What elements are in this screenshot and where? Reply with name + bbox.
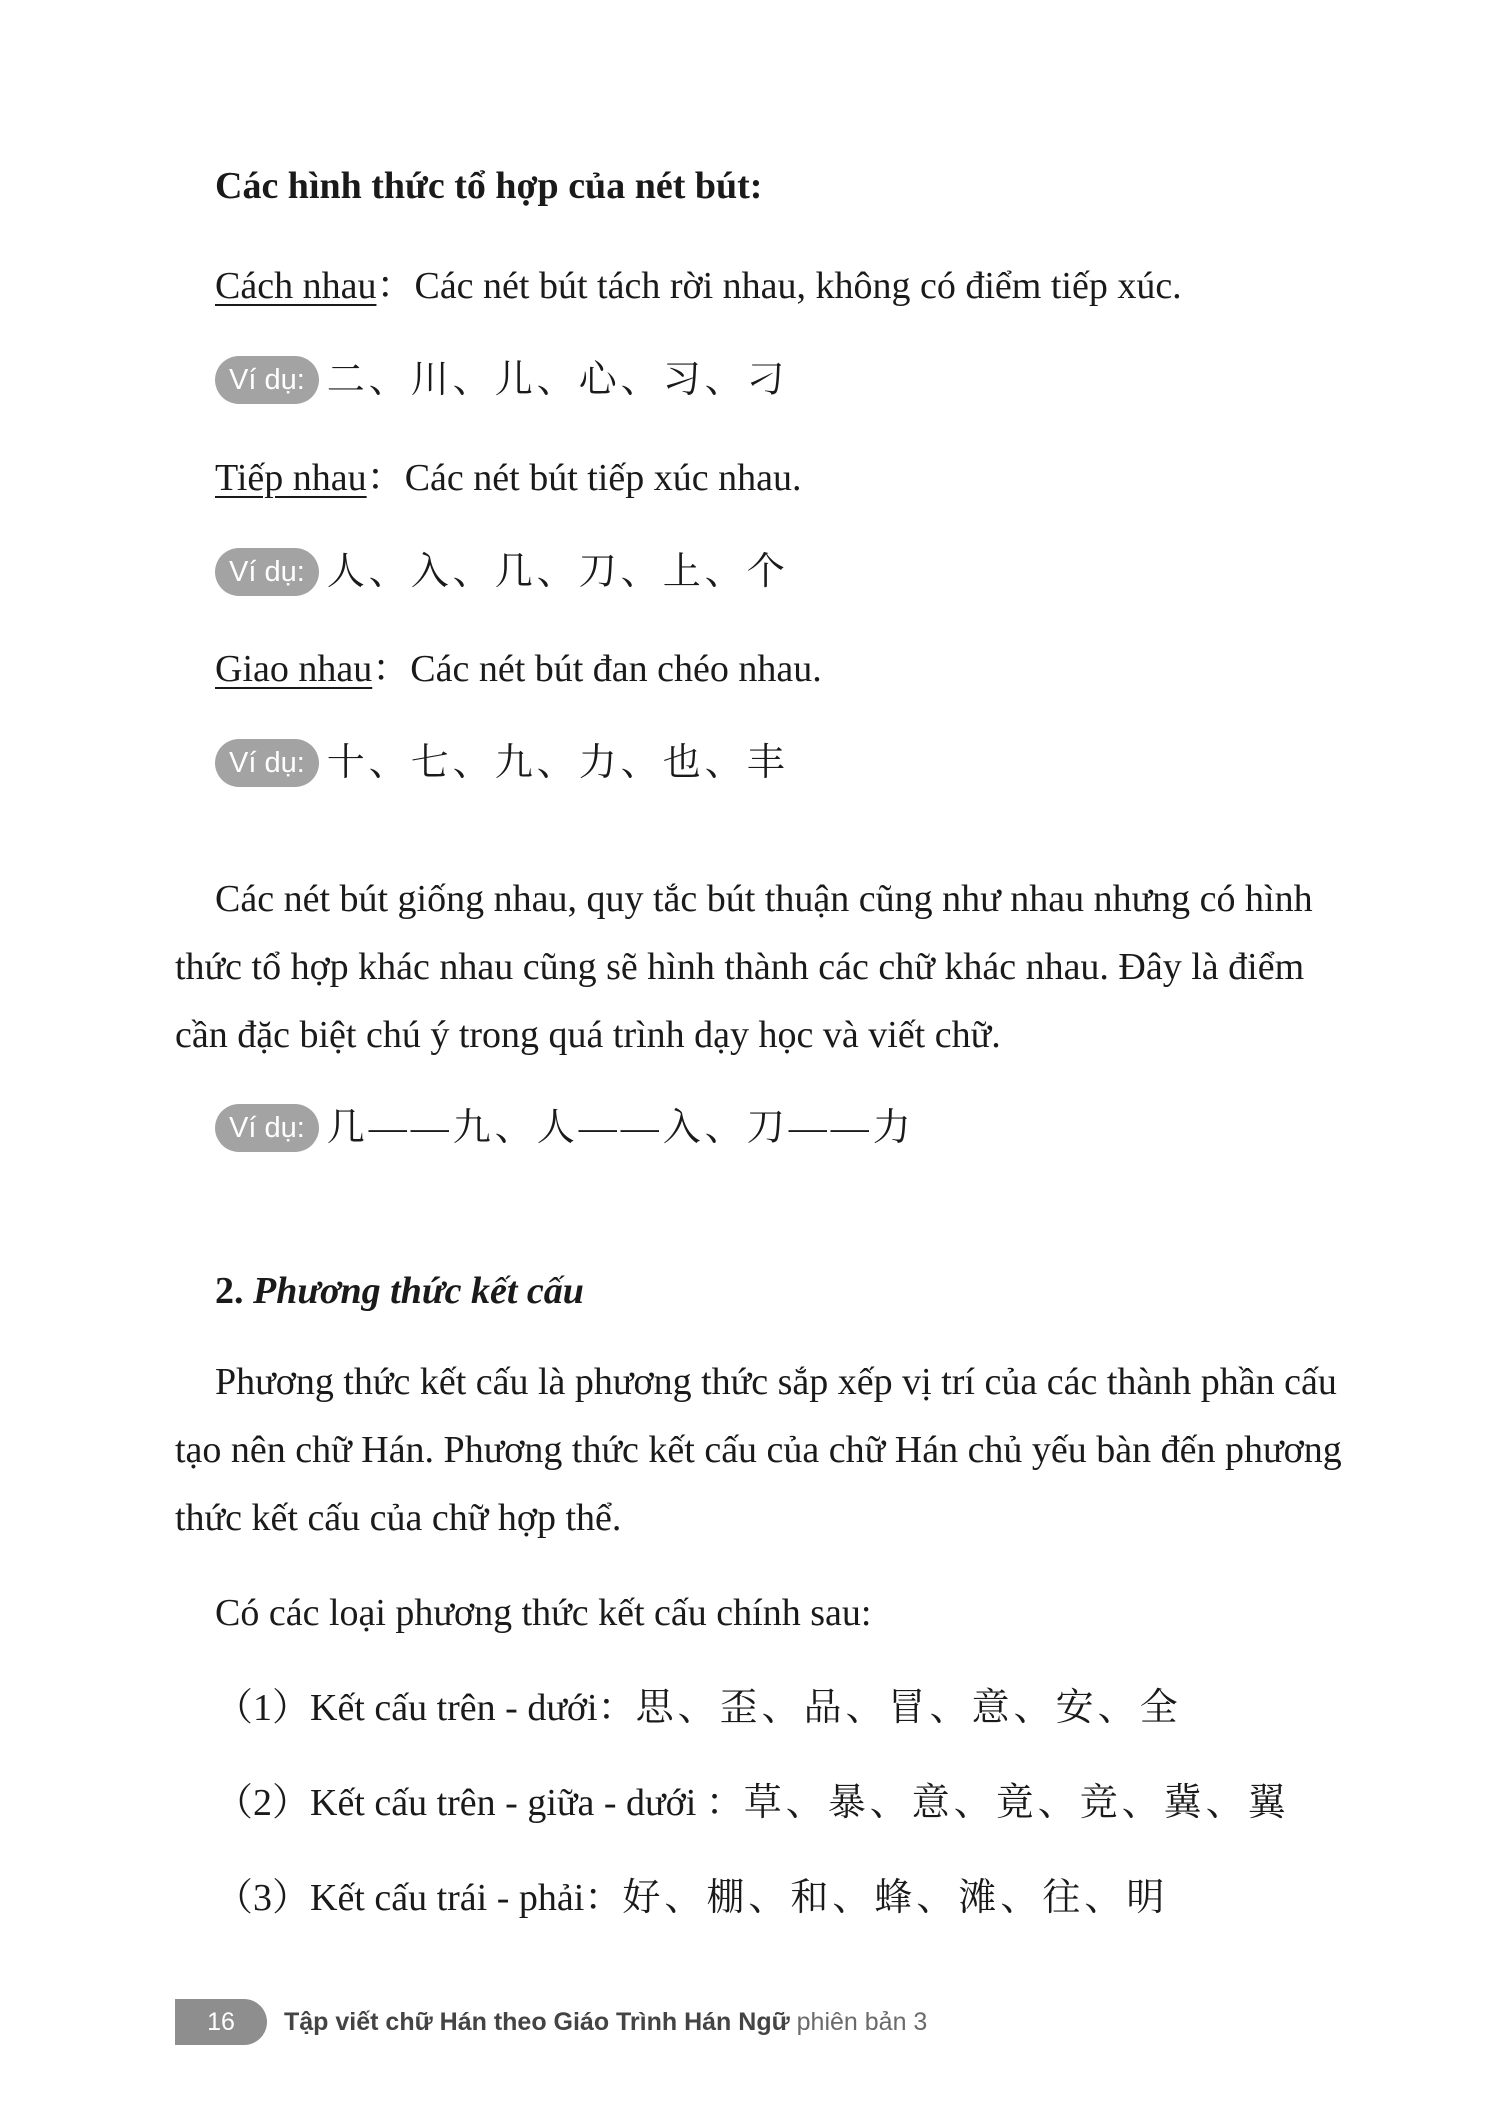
type-giao-nhau — [215, 645, 822, 693]
footer-title-bold: Tập viết chữ Hán theo Giáo Trình Hán Ngữ — [284, 2008, 790, 2036]
section2-number: 2. — [215, 1270, 244, 1312]
example-cach-nhau — [215, 356, 789, 407]
example-chars: 几——九、人——入、刀——力 — [326, 1107, 915, 1149]
paragraph2-line3: thức kết cấu của chữ hợp thể. — [175, 1497, 622, 1539]
example-badge: Ví dụ: — [215, 356, 319, 404]
list-item-label: （2）Kết cấu trên - giữa - dưới ： — [215, 1782, 744, 1824]
page-number: 16 — [175, 1999, 267, 2045]
desc-tiep-nhau: Các nét bút tiếp xúc nhau. — [404, 457, 802, 499]
term-separator: ： — [376, 265, 415, 307]
list-item-chars: 好、棚、和、蜂、滩、往、明 — [622, 1877, 1169, 1919]
desc-giao-nhau: Các nét bút đan chéo nhau. — [410, 648, 822, 690]
section2-heading — [215, 1267, 584, 1315]
list-item — [215, 1779, 1290, 1827]
paragraph2-line1: Phương thức kết cấu là phương thức sắp xếp vị trí của các thành phần cấu — [215, 1361, 1337, 1403]
term-tiep-nhau: Tiếp nhau — [215, 457, 367, 499]
paragraph1-line2: thức tổ hợp khác nhau cũng sẽ hình thành các chữ khác nhau. Đây là điểm — [175, 946, 1305, 988]
list-item-label: （1）Kết cấu trên - dưới： — [215, 1687, 636, 1729]
paragraph1-line3: cần đặc biệt chú ý trong quá trình dạy học và viết chữ. — [175, 1014, 1001, 1056]
term-cach-nhau: Cách nhau — [215, 265, 377, 307]
paragraph2-line2: tạo nên chữ Hán. Phương thức kết cấu của chữ Hán chủ yếu bàn đến phương — [175, 1429, 1342, 1471]
example-badge: Ví dụ: — [215, 548, 319, 596]
example-paragraph1 — [215, 1104, 915, 1155]
type-cach-nhau — [215, 262, 1182, 310]
footer-title-rest: phiên bản 3 — [789, 2008, 928, 2036]
list-item-chars: 草、暴、意、竟、竞、冀、翼 — [743, 1782, 1290, 1824]
example-giao-nhau — [215, 739, 789, 790]
example-badge: Ví dụ: — [215, 739, 319, 787]
section-heading: Các hình thức tổ hợp của nét bút: — [215, 165, 763, 207]
term-giao-nhau: Giao nhau — [215, 648, 373, 690]
list-item-label: （3）Kết cấu trái - phải： — [215, 1877, 623, 1919]
term-separator: ： — [372, 648, 411, 690]
list-item — [215, 1684, 1182, 1732]
example-chars: 十、七、九、力、也、丰 — [326, 742, 789, 784]
term-separator: ： — [366, 457, 405, 499]
example-chars: 人、入、几、刀、上、个 — [326, 551, 789, 593]
type-tiep-nhau — [215, 454, 801, 502]
list-item-chars: 思、歪、品、冒、意、安、全 — [635, 1687, 1182, 1729]
example-chars: 二、川、儿、心、习、刁 — [326, 359, 789, 401]
section2-title: Phương thức kết cấu — [253, 1270, 584, 1312]
list-item — [215, 1874, 1168, 1922]
footer-book-title — [284, 1999, 927, 2045]
example-tiep-nhau — [215, 548, 789, 599]
example-badge: Ví dụ: — [215, 1104, 319, 1152]
list-intro: Có các loại phương thức kết cấu chính sau: — [215, 1592, 872, 1634]
desc-cach-nhau: Các nét bút tách rời nhau, không có điểm tiếp xúc. — [414, 265, 1182, 307]
paragraph1-line1: Các nét bút giống nhau, quy tắc bút thuận cũng như nhau nhưng có hình — [215, 878, 1313, 920]
